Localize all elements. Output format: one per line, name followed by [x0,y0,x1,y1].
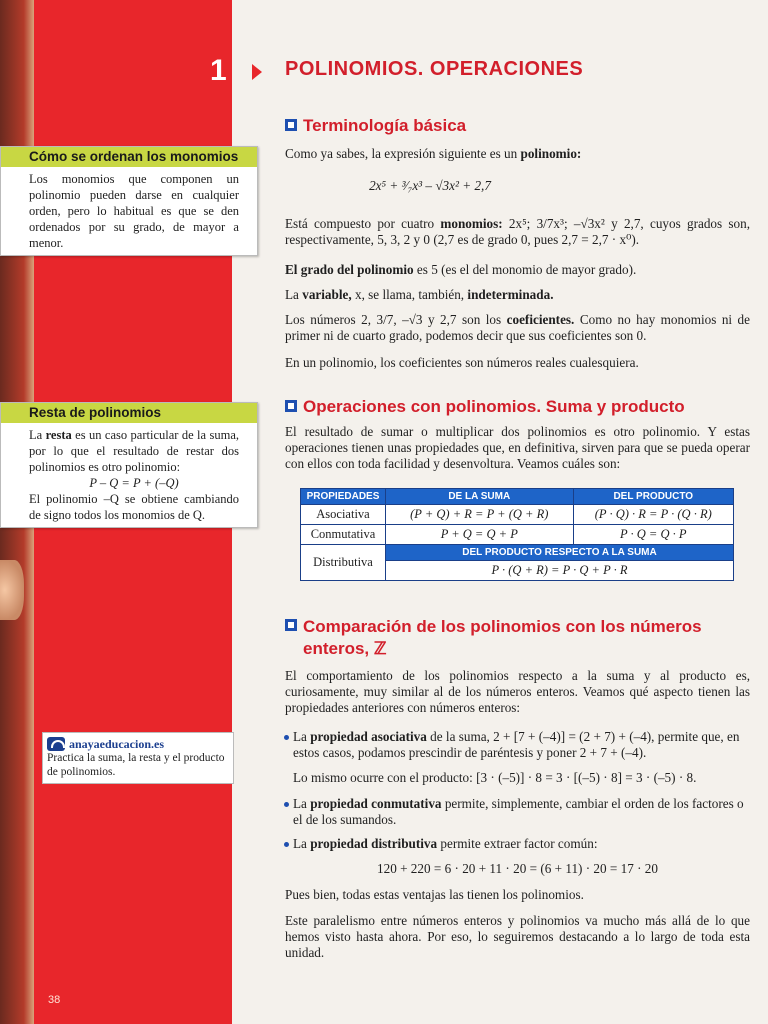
text: La [285,287,303,302]
text: de la suma, 2 + [7 + (–4)] = (2 + 7) + (–4), permite que, en estos casos, podamos prescindir de paréntesis y poner 2 + 7 + (–4). [293,729,740,760]
section-title: Terminología básica [303,116,467,135]
section-title: Operaciones con polinomios. Suma y producto [303,397,685,416]
web-resource-site[interactable]: anayaeducacion.es [69,737,165,751]
bold-term: propiedad distributiva [310,836,438,851]
paragraph [285,312,750,344]
paragraph [285,262,750,278]
bold-term: propiedad asociativa [310,729,427,744]
bold-term: coeficientes. [506,312,575,327]
bullet-icon [284,735,289,740]
bold-term: resta [45,428,72,442]
properties-table [300,488,734,581]
text: El polinomio –Q se obtiene cambiando de signo todos los monomios de Q. [29,492,239,522]
bold-term: variable, [302,287,352,302]
sidebar-note-body [1,423,257,527]
table-cell: P + Q = Q + P [386,525,574,545]
table-cell: P · Q = Q · P [573,525,733,545]
polynomial-expression: 2x⁵ + ³⁄₇x³ – √3x² + 2,7 [369,178,491,193]
text: Como no hay monomios ni de primer ni de cuarto grado, podemos decir que sus coeficientes son 0. [285,312,750,343]
table-cell: Distributiva [301,545,386,581]
text: La [293,836,311,851]
section-title: Comparación de los polinomios con los números enteros, ℤ [303,617,702,658]
section-square-icon [285,400,297,412]
web-resource-header[interactable] [47,737,229,751]
table-cell: (P + Q) + R = P + (Q + R) [386,505,574,525]
page-number: 38 [48,994,61,1006]
table-row [301,505,734,525]
table-row [301,525,734,545]
list-item [285,729,750,761]
web-resource-text: Practica la suma, la resta y el producto de polinomios. [47,752,225,778]
table-cell: Conmutativa [301,525,386,545]
online-resource-icon [47,737,65,751]
table-header-row [301,489,734,505]
text: es un caso particular de la suma, por lo que el resultado de restar dos polinomios es otro polinomio: [29,428,240,474]
section-square-icon [285,119,297,131]
list-item [285,796,750,828]
text: permite, simplemente, cambiar el orden de los factores o el de los sumandos. [293,796,744,827]
section-heading-comparacion [285,616,750,660]
text: Los números 2, 3/7, –√3 y 2,7 son los [285,312,507,327]
paragraph [285,216,750,248]
sidebar-note-title: Cómo se ordenan los monomios [1,147,257,167]
paragraph [285,146,750,162]
table-cell: Asociativa [301,505,386,525]
sidebar-note-ordering [0,146,258,256]
list-item [285,836,750,852]
text: La [29,428,46,442]
bold-term: propiedad conmutativa [310,796,442,811]
paragraph [285,287,750,303]
text: Está compuesto por cuatro [285,216,441,231]
bullet-icon [284,842,289,847]
subtraction-formula: P – Q = P + (–Q) [89,476,179,490]
section-square-icon [285,619,297,631]
text: La [293,796,311,811]
table-header: DEL PRODUCTO [573,489,733,505]
distributive-example: 120 + 220 = 6 · 20 + 11 · 20 = (6 + 11) · 20 = 17 · 20 [377,861,658,876]
paragraph: Pues bien, todas estas ventajas las tienen los polinomios. [285,887,584,902]
sidebar-note-subtraction [0,402,258,528]
text: x, se llama, también, [351,287,468,302]
chapter-number: 1 [210,54,227,87]
text: La [293,729,311,744]
sidebar-note-body: Los monomios que componen un polinomio pueden darse en cualquier orden, pero lo habitual es que se den ordenados por su grado, de mayor a menor. [29,172,239,250]
table-cell: (P · Q) · R = P · (Q · R) [573,505,733,525]
table-subheader: DEL PRODUCTO RESPECTO A LA SUMA [386,545,734,561]
bullet-icon [284,802,289,807]
table-header: PROPIEDADES [301,489,386,505]
list-item-continuation: Lo mismo ocurre con el producto: [3 · (–5)] · 8 = 3 · [(–5) · 8] = 3 · (–5) · 8. [293,770,697,785]
text: permite extraer factor común: [437,836,598,851]
thumb-image [0,560,24,620]
paragraph: Este paralelismo entre números enteros y polinomios va mucho más allá de lo que hemos visto hasta ahora. Por eso, lo seguiremos destacando a lo largo de toda esta unidad. [285,913,750,960]
text: Como ya sabes, la expresión siguiente es un [285,146,521,161]
table-cell: P · (Q + R) = P · Q + P · R [386,561,734,581]
table-row [301,545,734,561]
text: 2x⁵; 3/7x³; –√3x² y 2,7, cuyos grados son, respectivamente, 5, 3, 2 y 0 (2,7 es de grado 0, pues 2,7 = 2,7 · x⁰). [285,216,750,247]
bold-term: indeterminada. [467,287,554,302]
paragraph: En un polinomio, los coeficientes son números reales cualesquiera. [285,355,639,370]
table-header: DE LA SUMA [386,489,574,505]
sidebar-note-title: Resta de polinomios [1,403,257,423]
chapter-title: POLINOMIOS. OPERACIONES [285,58,584,80]
bold-term: El grado del polinomio [285,262,414,277]
text: es 5 (es el del monomio de mayor grado). [413,262,637,277]
section-heading-operaciones [285,397,685,417]
web-resource-box[interactable] [42,732,234,784]
bold-term: monomios: [440,216,503,231]
section-heading-terminologia [285,116,466,136]
bold-term: polinomio: [520,146,582,161]
paragraph: El resultado de sumar o multiplicar dos polinomios es otro polinomio. Y estas operaciones tienen unas propiedades que, en definitiva, sirven para que se pueda operar con ellos con toda facilidad y desenvoltura. Veamos cuáles son: [285,424,750,471]
paragraph: El comportamiento de los polinomios respecto a la suma y al producto es, curiosamente, muy similar al de los números enteros. Veamos qué aspecto tienen las propiedades anteriores con números enteros: [285,668,750,715]
chapter-arrow-icon [252,64,262,80]
